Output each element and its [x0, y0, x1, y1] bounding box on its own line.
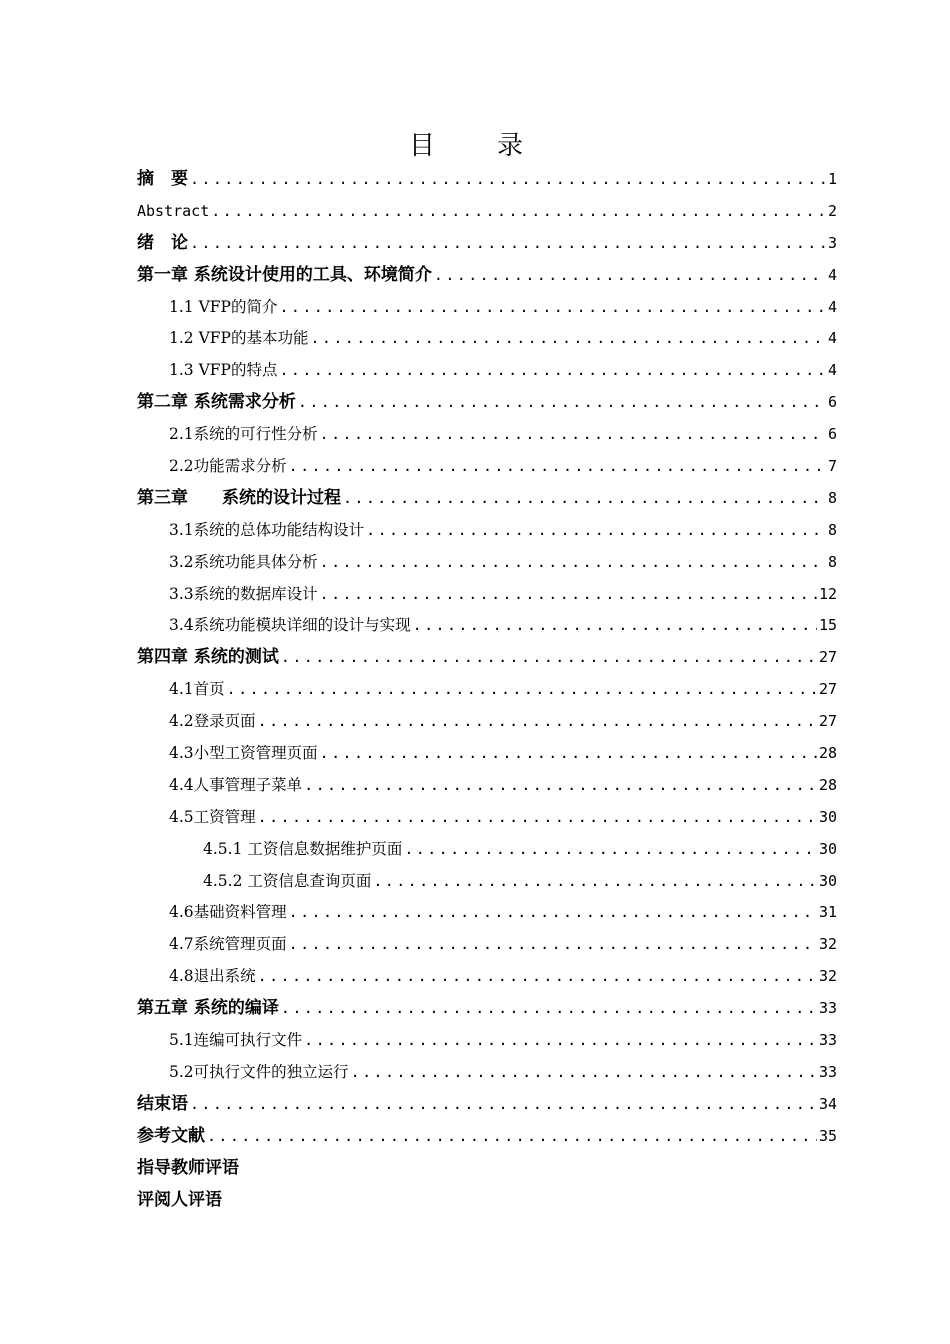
toc-entry-title: 第五章 系统的编译 [137, 998, 279, 1019]
toc-entry [137, 228, 837, 260]
toc-entry [137, 260, 837, 292]
dot-leader [320, 738, 817, 770]
toc-entry-page-number: 32 [818, 967, 837, 986]
toc-entry-page-number: 33 [818, 1062, 837, 1081]
dot-leader [366, 515, 826, 547]
toc-entry [137, 834, 837, 866]
toc-entry [137, 1057, 837, 1089]
toc-entry-title: 4.5工资管理 [169, 807, 256, 826]
dot-leader [279, 292, 826, 324]
toc-entry-title: 参考文献 [137, 1125, 205, 1146]
toc-entry [137, 1025, 837, 1057]
toc-entry [137, 419, 837, 451]
toc-entry-title: 指导教师评语 [137, 1157, 239, 1178]
toc-entry-page-number: 33 [818, 1031, 837, 1050]
toc-entry-page-number: 4 [827, 297, 837, 316]
dot-leader [289, 929, 817, 961]
toc-entry-title: 绪 论 [137, 232, 188, 253]
dot-leader [207, 1121, 817, 1153]
toc-entry [137, 515, 837, 547]
toc-entry [137, 355, 837, 387]
toc-entry [137, 929, 837, 961]
toc-entry-title: 3.3系统的数据库设计 [169, 584, 318, 603]
toc-entry-title: 4.7系统管理页面 [169, 935, 287, 954]
toc-entry-title: 4.5.2 工资信息查询页面 [203, 871, 372, 890]
dot-leader [351, 1057, 817, 1089]
toc-entry [137, 802, 837, 834]
toc-entry [137, 706, 837, 738]
dot-leader [258, 706, 817, 738]
toc-entry [137, 738, 837, 770]
toc-entry-title: 1.3 VFP的特点 [169, 361, 278, 380]
toc-entry-title: 5.1连编可执行文件 [169, 1031, 303, 1050]
toc-entry-page-number: 6 [827, 425, 837, 444]
dot-leader [320, 547, 826, 579]
toc-entry-title: 1.1 VFP的简介 [169, 297, 278, 316]
toc-entry-title: 4.4人事管理子菜单 [169, 775, 303, 794]
toc-entry-title: 4.1首页 [169, 680, 225, 699]
dot-leader [343, 483, 826, 515]
toc-entry-page-number: 3 [827, 233, 837, 252]
toc-entry [137, 1153, 837, 1185]
toc-entry-page-number: 30 [818, 871, 837, 890]
dot-leader [227, 674, 817, 706]
toc-entry-title: 3.1系统的总体功能结构设计 [169, 520, 365, 539]
toc-entry-page-number: 28 [818, 775, 837, 794]
toc-entry-page-number: 30 [818, 839, 837, 858]
dot-leader [304, 1025, 817, 1057]
toc-entry-page-number: 27 [818, 712, 837, 731]
toc-entry-page-number: 4 [827, 361, 837, 380]
toc-entry [137, 961, 837, 993]
dot-leader [279, 355, 826, 387]
toc-entry-page-number: 32 [818, 935, 837, 954]
toc-entry-page-number: 8 [827, 520, 837, 539]
toc-entry [137, 1089, 837, 1121]
toc-entry [137, 1121, 837, 1153]
dot-leader [289, 897, 817, 929]
toc-entry-title: 摘 要 [137, 169, 188, 189]
toc-entry-title: 2.2功能需求分析 [169, 457, 287, 476]
dot-leader [190, 164, 826, 196]
dot-leader [281, 642, 817, 674]
dot-leader [289, 451, 826, 483]
toc-entry-title: 5.2可执行文件的独立运行 [169, 1062, 349, 1081]
toc-entry-title: 1.2 VFP的基本功能 [169, 329, 309, 348]
toc-entry-title: 评阅人评语 [137, 1189, 222, 1210]
dot-leader [298, 387, 826, 419]
dot-leader [413, 610, 817, 642]
toc-entry-title: Abstract [137, 201, 210, 220]
dot-leader [211, 196, 826, 228]
toc-entry [137, 770, 837, 802]
dot-leader [434, 260, 826, 292]
toc-entry-page-number: 2 [827, 201, 837, 220]
dot-leader [373, 866, 817, 898]
toc-entry-title: 第三章 系统的设计过程 [137, 487, 341, 508]
dot-leader [320, 419, 826, 451]
dot-leader [190, 1089, 817, 1121]
toc-entry-page-number: 4 [827, 265, 837, 284]
toc-entry [137, 897, 837, 929]
toc-entry-page-number: 4 [827, 329, 837, 348]
toc-entry [137, 1185, 837, 1217]
toc-entry-title: 4.5.1 工资信息数据维护页面 [203, 839, 403, 858]
toc-entry-page-number: 33 [818, 999, 837, 1018]
toc-entry-page-number: 27 [818, 680, 837, 699]
toc-entry-title: 3.2系统功能具体分析 [169, 552, 318, 571]
dot-leader [310, 323, 826, 355]
toc-entry [137, 483, 837, 515]
toc-entry [137, 292, 837, 324]
toc-entry-page-number: 6 [827, 393, 837, 412]
toc-entry [137, 610, 837, 642]
dot-leader [258, 961, 817, 993]
dot-leader [404, 834, 817, 866]
toc-entry [137, 387, 837, 419]
toc-entry [137, 579, 837, 611]
toc-entry [137, 674, 837, 706]
toc-entry [137, 547, 837, 579]
toc-entry-page-number: 35 [818, 1126, 837, 1145]
toc-entry-title: 第一章 系统设计使用的工具、环境简介 [137, 264, 432, 285]
toc-entry [137, 196, 837, 228]
toc-entry-page-number: 1 [827, 170, 837, 188]
dot-leader [304, 770, 817, 802]
toc-entry-title: 第二章 系统需求分析 [137, 392, 296, 413]
toc-entry-page-number: 28 [818, 744, 837, 763]
toc-entry-page-number: 8 [827, 552, 837, 571]
toc-entry-title: 4.3小型工资管理页面 [169, 744, 318, 763]
toc-entry [137, 642, 837, 674]
toc-entry-page-number: 30 [818, 807, 837, 826]
toc-entry-title: 4.6基础资料管理 [169, 903, 287, 922]
toc-entry-title: 结束语 [137, 1093, 188, 1114]
toc-entry-page-number: 12 [818, 584, 837, 603]
toc-entry [137, 993, 837, 1025]
toc-entry-title: 2.1系统的可行性分析 [169, 425, 318, 444]
toc-entry [137, 323, 837, 355]
toc-entry [137, 451, 837, 483]
toc-list [137, 164, 837, 1216]
toc-entry-title: 第四章 系统的测试 [137, 647, 279, 668]
dot-leader [190, 228, 826, 260]
dot-leader [320, 579, 817, 611]
toc-entry-page-number: 7 [827, 457, 837, 476]
dot-leader [258, 802, 817, 834]
dot-leader [281, 993, 817, 1025]
toc-entry-page-number: 34 [818, 1094, 837, 1113]
toc-entry-page-number: 8 [827, 488, 837, 507]
toc-entry-page-number: 15 [818, 616, 837, 635]
toc-entry [137, 164, 837, 196]
toc-title: 目 录 [408, 131, 541, 161]
toc-entry-title: 3.4系统功能模块详细的设计与实现 [169, 616, 411, 635]
toc-entry [137, 866, 837, 898]
toc-entry-title: 4.8退出系统 [169, 967, 256, 986]
toc-entry-page-number: 27 [818, 648, 837, 667]
toc-entry-title: 4.2登录页面 [169, 712, 256, 731]
toc-entry-page-number: 31 [818, 903, 837, 922]
